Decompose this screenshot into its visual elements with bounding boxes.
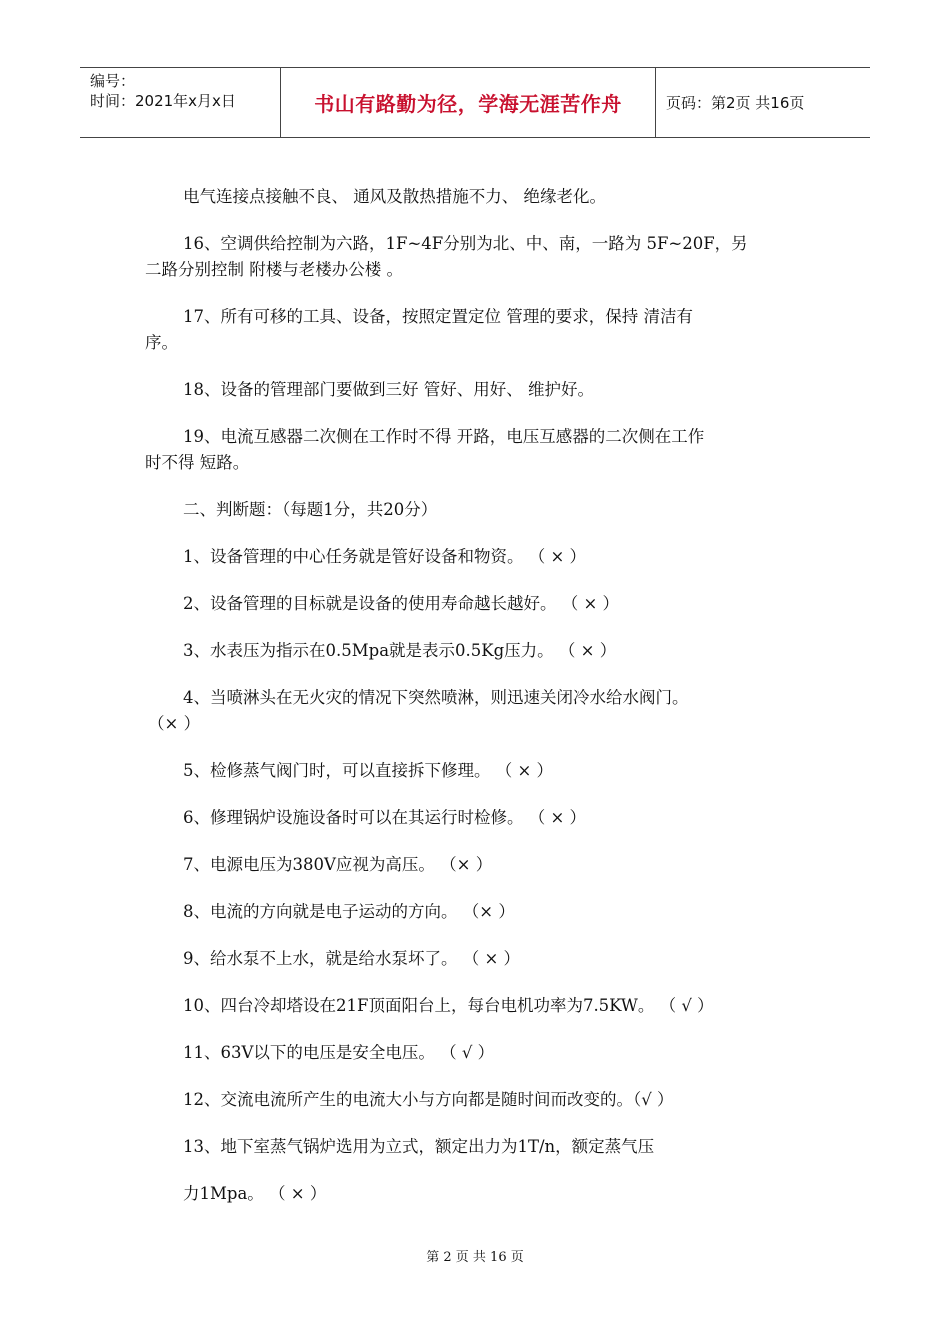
question-item: 3、水表压为指示在0.5Mpa就是表示0.5Kg压力。 （ × ）	[183, 641, 617, 660]
text-line: 时不得 短路。	[145, 453, 250, 472]
header-meta	[80, 68, 281, 137]
text-line: 序。	[145, 333, 178, 352]
text-line: 二路分别控制 附楼与老楼办公楼 。	[145, 260, 403, 279]
question-item: 5、检修蒸气阀门时，可以直接拆下修理。 （ × ）	[183, 761, 554, 780]
header-motto: 书山有路勤为径，学海无涯苦作舟	[281, 68, 656, 137]
text-line: 18、设备的管理部门要做到三好 管好、用好、 维护好。	[183, 380, 594, 399]
text-line: 17、所有可移的工具、设备，按照定置定位 管理的要求，保持 清洁有	[183, 307, 693, 326]
question-item: 13、地下室蒸气锅炉选用为立式，额定出力为1T/n，额定蒸气压	[183, 1137, 655, 1156]
question-item: 8、电流的方向就是电子运动的方向。 （× ）	[183, 902, 515, 921]
text-line: 19、电流互感器二次侧在工作时不得 开路，电压互感器的二次侧在工作	[183, 427, 705, 446]
question-item: 6、修理锅炉设施设备时可以在其运行时检修。 （ × ）	[183, 808, 587, 827]
date-label: 时间：2021年x月x日	[90, 92, 236, 110]
text-line: 16、空调供给控制为六路，1F~4F分别为北、中、南，一路为 5F~20F，另	[183, 234, 748, 253]
question-item: 7、电源电压为380V应视为高压。 （× ）	[183, 855, 493, 874]
section-heading: 二、判断题：（每题1分，共20分）	[183, 500, 438, 519]
question-item: 10、四台冷却塔设在21F顶面阳台上，每台电机功率为7.5KW。 （ √ ）	[183, 996, 714, 1015]
serial-number-label: 编号：	[90, 72, 136, 90]
question-item: 4、当喷淋头在无火灾的情况下突然喷淋，则迅速关闭冷水给水阀门。	[183, 688, 689, 707]
document-header	[80, 67, 870, 138]
text-line: 电气连接点接触不良、 通风及散热措施不力、 绝缘老化。	[183, 187, 606, 206]
header-page-number: 页码：第2页 共16页	[666, 94, 805, 112]
question-item: 2、设备管理的目标就是设备的使用寿命越长越好。 （ × ）	[183, 594, 620, 613]
question-answer: （× ）	[148, 714, 201, 733]
question-item: 9、给水泵不上水，就是给水泵坏了。 （ × ）	[183, 949, 521, 968]
page-footer: 第 2 页 共 16 页	[426, 1250, 524, 1265]
question-item: 力1Mpa。 （ × ）	[183, 1184, 327, 1203]
question-item: 11、63V以下的电压是安全电压。 （ √ ）	[183, 1043, 495, 1062]
question-item: 12、交流电流所产生的电流大小与方向都是随时间而改变的。（√ ）	[183, 1090, 674, 1109]
question-item: 1、设备管理的中心任务就是管好设备和物资。 （ × ）	[183, 547, 587, 566]
